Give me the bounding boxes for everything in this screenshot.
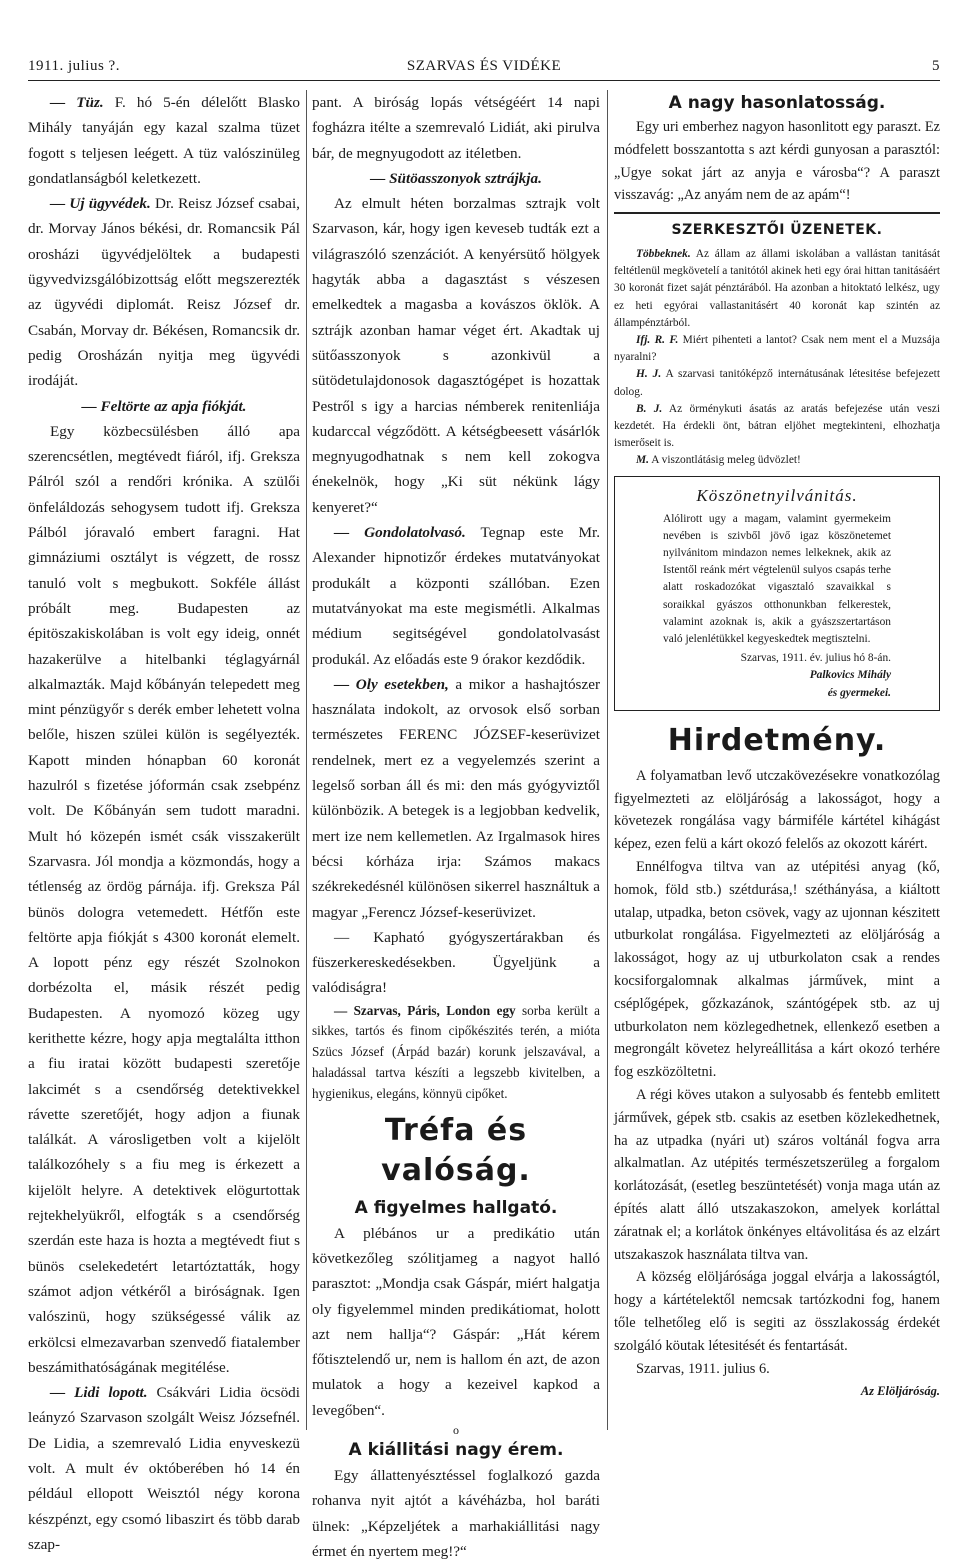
editor-messages	[614, 246, 940, 470]
article-title: — Uj ügyvédek.	[50, 195, 151, 213]
message-recipient: Többeknek.	[636, 247, 691, 260]
article-body: pant. A biróság lopás vétségéért 14 napi fogházra itélte a szemrevaló Lidiát, aki pirulva bár, de megnyugodott az itéletben.	[312, 94, 600, 162]
joke-body: Egy állattenyésztéssel foglalkozó gazda rohanva nyit ajtót a kávéházba, hol baráti ülnek: „Képzeljétek a marhakiállitási nagy érmet én nyertem meg!?“	[312, 1467, 600, 1560]
message-recipient: H. J.	[636, 368, 662, 381]
thanks-notice	[614, 476, 940, 711]
article-body: Tegnap este Mr. Alexander hipnotizőr érdekes mutatványokat produkált a központi szállóban. Ezen mutatványokat ma este megismétli. Alkalmas médium segitségével gondolatolvasást produkál. Az előadás este 9 órakor kezdődik.	[312, 524, 600, 668]
article-lawyers	[28, 191, 300, 393]
article-title: — Lidi lopott.	[50, 1384, 148, 1402]
article-lidi	[28, 1380, 300, 1557]
column-right	[614, 90, 940, 1403]
message-recipient: Ifj. R. F.	[636, 334, 679, 346]
article-body: Dr. Reisz József csabai, dr. Morvay János békési, dr. Romancsik Pál orosházi ügyvédjelöltek a budapesti ügyvedvizsgálóbizottság előtt megszerezték az ügyvédi diplomát. Reisz József dr. Csabán, Morvay dr. Békésen, Romancsik dr. pedig Orosházán nyitja meg ügyvédi irodáját.	[28, 195, 300, 390]
joke-body: Egy uri emberhez nagyon hasonlitott egy paraszt. Ez módfelett bosszantotta s azt kérdi gunyosan a parasztól: „Ugye sokat járt az anyja e városba“? A paraszt visszavág: „Az anyám nem de az apám“!	[614, 119, 940, 204]
column-divider	[306, 90, 307, 1430]
article-body: Egy közbecsülésben álló apa szerencsétlen, megtévedt fiáról, ifj. Greksza Pálról szól a rendőri krónika. A szülői önfeláldozás sehogysem tudott ifj. Greksza Pálból jóravaló embert faragni. Hat gimnáziumi osztályt is végzett, de rossz tanuló volt s megbukott. Sokféle állást próbált meg. Budapesten az épitöszakiskolában is volt egy ideig, onnét hazakerülve a hitelbanki téglagyárnál alkalmazták. Majd kőbányán telepedett meg mint pénzügyőr s derék ember lehetett volna belőle, hiszen szülei külön is segélyezték. Kapott minden hónapban 60 koronát hazulról s fizetése jóformán csak zsebpénz volt. De Kőbányán sem tudott maradni. Mult hó közepén ismét csák visszakerült Szarvasra. Jól mondja a közmondás, hogy a tétlenség az ördög párnája. ifj. Greksza Pál bünös dologra vetemedett. Hétfőn este feltörte apja fiókját s 4300 koronát elemelt. A lopott pénz egy részét Szolnokon dorbézolta el, másik részét pedig Budapesten. A nyomozó közeg ugy kerithette kézre, hogy apja megtalálta itthon a fiu iratai között budapesti szeretője lakcimét s a csendőrség detektivekkel rávette szeretőjét, hogy adjon a fiunak találkát. A városligetben volt a kijelölt találkozóhely s a fiu meg is érkezett a kijelölt helyre. A detektivek elögurtottak rejtekhelyükről, elfogták s a csendőrség szerdán este haza is hozta a megtévedt fiut s bünös cselekedetért letartóztatták, hogy számot adjon vétkéről a biróságnak. Igen valószinü, hogy szükségessé válik az erkölcsi elmezavarban szenvedő fiatalember beszámithatóságának megitélése.	[28, 422, 300, 1376]
article-title: — Tüz.	[50, 94, 104, 111]
article-body: Csákvári Lidia öcsödi leányzó Szarvason szolgált Weisz Józsefnél. De Lidia, a szemrevaló Lidia enyveskezü volt. A mult év októberében hó 14 én például ellopott Weisztól négy korona készpénzt, egy csomó libaszirt és több darab szap-	[28, 1384, 300, 1553]
header-rule	[28, 80, 940, 81]
message-body: A szarvasi tanitóképző internátusának létesitése befejezett dolog.	[614, 368, 940, 398]
message-body: Miért pihenteti a lantot? Csak nem ment el a Muzsája nyaralni?	[614, 334, 940, 364]
page-header	[28, 58, 940, 80]
joke-body: A plébános ur a predikátio után következőleg szólitjameg a nagyot halló parasztot: „Mondja csak Gáspár, miért halgatja oly figyelemmel minden predikátiomat, holott azt nem hallja“? Gáspár: „Hát kérem főtisztelendő ur, nem is hallom én azt, de azon mulatok a hogy a kezeivel kapkod a levegőben“.	[312, 1224, 600, 1419]
message-body: Az állam az állami iskolában a vallástan tanitását feltétlenül megkövetelí a tanitótól akinek heti egy órai hittan tanitásáért 30 koronát fizet saját pénztárából. Ha azonban a hitoktató lelkész, ugy ez heti egyórai vallastanitásért 40 koronát kap szintén az állampénztárból.	[614, 247, 940, 329]
announcement-signature: Az Elöljáróság.	[860, 1384, 940, 1399]
section-rule	[614, 212, 940, 214]
page-number: 5	[932, 58, 940, 74]
article-mind-reader	[312, 520, 600, 672]
separator-mark: o	[453, 1423, 459, 1438]
article-body: sorba került a sikkes, tartós és finom cipőkészités terén, a mióta Szücs József (Árpád bazár) korunk jelszavával, a haladással tartva készíti a legszebb kivitelben, a hygienikus, elegáns, könnyü cipőket.	[312, 1002, 600, 1101]
column-middle	[312, 90, 600, 1564]
article-body: F. hó 5-én délelőtt Blasko Mihály tanyáján egy kazal szalma tüzet fogott s teljesen leégett. A tüz valószinüleg gondatlanságból keletkezett.	[28, 94, 301, 187]
article-title: — Szarvas, Páris, London egy	[334, 1002, 516, 1018]
notice-date: Szarvas, 1911. év. julius hó 8-án.	[740, 652, 891, 665]
message-body: Az örménykuti ásatás az aratás befejezése után veszi kezdetét. Ha érdekli önt, bátran eljöhet megtekinteni, elhozhatja ismerőseit is.	[614, 402, 940, 450]
issue-date: 1911. julius ?.	[28, 58, 120, 74]
message-body: A viszontlátásig meleg üdvözlet!	[648, 454, 801, 467]
joke-title: A figyelmes hallgató.	[354, 1197, 558, 1218]
notice-body: Alólirott ugy a magam, valamint gyermekeim nevében is szivből jövő igaz köszönetemet nyilvánitom mindazon nemes lelkeknek, akik az Istentől reánk mért végtelenül sulyos csapás terhe alatt roskadozókat vigasztaló szavaikkal s soraikkal gyászos otthonunkban felkerestek, valamint azoknak is, akik a gyászszertartáson való jelenlétükkel kegyeskedtek megtisztelni.	[663, 512, 891, 646]
notice-signature: Palkovics Mihály	[809, 669, 891, 682]
notice-title: Köszönetnyilvánitás.	[696, 485, 858, 505]
section-heading: Tréfa és valóság.	[381, 1112, 531, 1188]
message-recipient: B. J.	[636, 402, 663, 415]
article-body: — Kapható gyógyszertárakban és füszerkereskedésekben. Ügyeljünk a valódiságra!	[312, 928, 600, 997]
article-title: — Gondolatolvasó.	[334, 524, 466, 542]
section-heading: SZERKESZTŐI ÜZENETEK.	[671, 222, 883, 239]
ad-szucs-shoes	[312, 1001, 600, 1105]
announcement-body: Ennélfogva tiltva van az utépitési anyag (kő, homok, föld stb.) szétdurása,! széthányása, a kiáltott utalap, utpadka, beton csövek, vagy az ujonnan készitett utburkolat rongálása. Figyelmezteti az elöljáróság a lakosságot, hogy az uj utburkolaton csak a rendes kocsiforgalomnak alkalmas járművek, mint a cséplőgépek, gőzkazánok, szántógépek stb. az uj utburkolaton nem közlegedhetnek, ellenkező esetben a megrongált követez helyreállitása a kárt okozó terhére fog eszközöltetni.	[614, 859, 940, 1081]
ad-ferenc-jozsef	[312, 672, 600, 925]
column-left	[28, 90, 300, 1557]
notice-signature: és gyermekei.	[827, 686, 891, 699]
joke-title: A nagy hasonlatosság.	[668, 93, 886, 113]
article-title: — Oly esetekben,	[334, 675, 449, 693]
announcement-body: A folyamatban levő utczakövezésekre vonatkozólag figyelmezteti az elöljáróság a lakosságot, hogy a követezek rongálása vagy bármiféle kártétel kihágást képez, ezen felü a kárt okozó felelős az okozott kárért.	[614, 767, 940, 853]
message-recipient: M.	[636, 454, 649, 467]
article-title: — Sütöasszonyok sztrájkja.	[370, 169, 542, 187]
section-heading: Hirdetmény.	[667, 722, 887, 758]
announcement-body: A régi köves utakon a sulyosabb és fentebb emlitett járművek, gépek stb. csakis az esetben közlekedhetnek, ha az utpadka (nyári ut) száros voltánál fogva arra alkalmatlan. Az utépités természetszerüleg a forgalom korlátozását, (esetleg beszüntetését) vonja maga után az építés alatt álló utszakaszokon, amelyek korláttal záratnak el; a korlátok önkényes eltávolitása és az elzárt utszakaszok használata tiltva van.	[614, 1087, 940, 1263]
column-divider	[607, 90, 608, 1430]
article-title: — Feltörte az apja fiókját.	[81, 397, 247, 415]
article-body: Az elmult héten borzalmas sztrajk volt Szarvason, kár, hogy igen keveseb tudták ezt a világraszóló szenzációt. A kenyérsütő hölgyek hagyták abba a dagasztást s vészesen emelkedtek a magasba a kovászos öklök. A sztrájk azonban hamar véget ért. Akadtak uj sütőasszonyok s azonkivül a sütödetulajdonosok dagasztógépet is hozattak Pestről s igy a harcias némberek renitenliája kudarccal végződött. A kétségbeesett vásárlók megnyugodhatnak s nem kell zokogva énekelnök, hogy „Ki süt nékünk lágy kenyeret?“	[312, 195, 600, 516]
article-fire	[28, 90, 300, 191]
joke-title: A kiállitási nagy érem.	[348, 1440, 564, 1461]
announcement-date: Szarvas, 1911. julius 6.	[636, 1360, 770, 1377]
newspaper-title: SZARVAS ÉS VIDÉKE	[406, 58, 562, 74]
article-body: a mikor a hashajtószer használata indokolt, az orvosok első sorban természetes FERENC JÓZSEF-keserüvizet rendelnek, mert ez a vegyelemzés szerint a legelső sorban áll és mi: den más gyógyviztől különbözik. A betegek is a legjobban kedvelik, mert ize nem kellemetlen. Az Irgalmasok hires bécsi kórháza irja: Számos makacs székrekedésnél különösen sikerrel használtuk a magyar „Ferencz József-keserüvizet.	[312, 675, 601, 921]
announcement-body: A község elöljárósága joggal elvárja a lakosságtól, hogy a kártételektől nemcsak tartózkodni fog, hanem tőle telhetőleg elő is segiti az összlakosság érdekét szolgáló köutak létesitését és fentartását.	[614, 1269, 940, 1354]
